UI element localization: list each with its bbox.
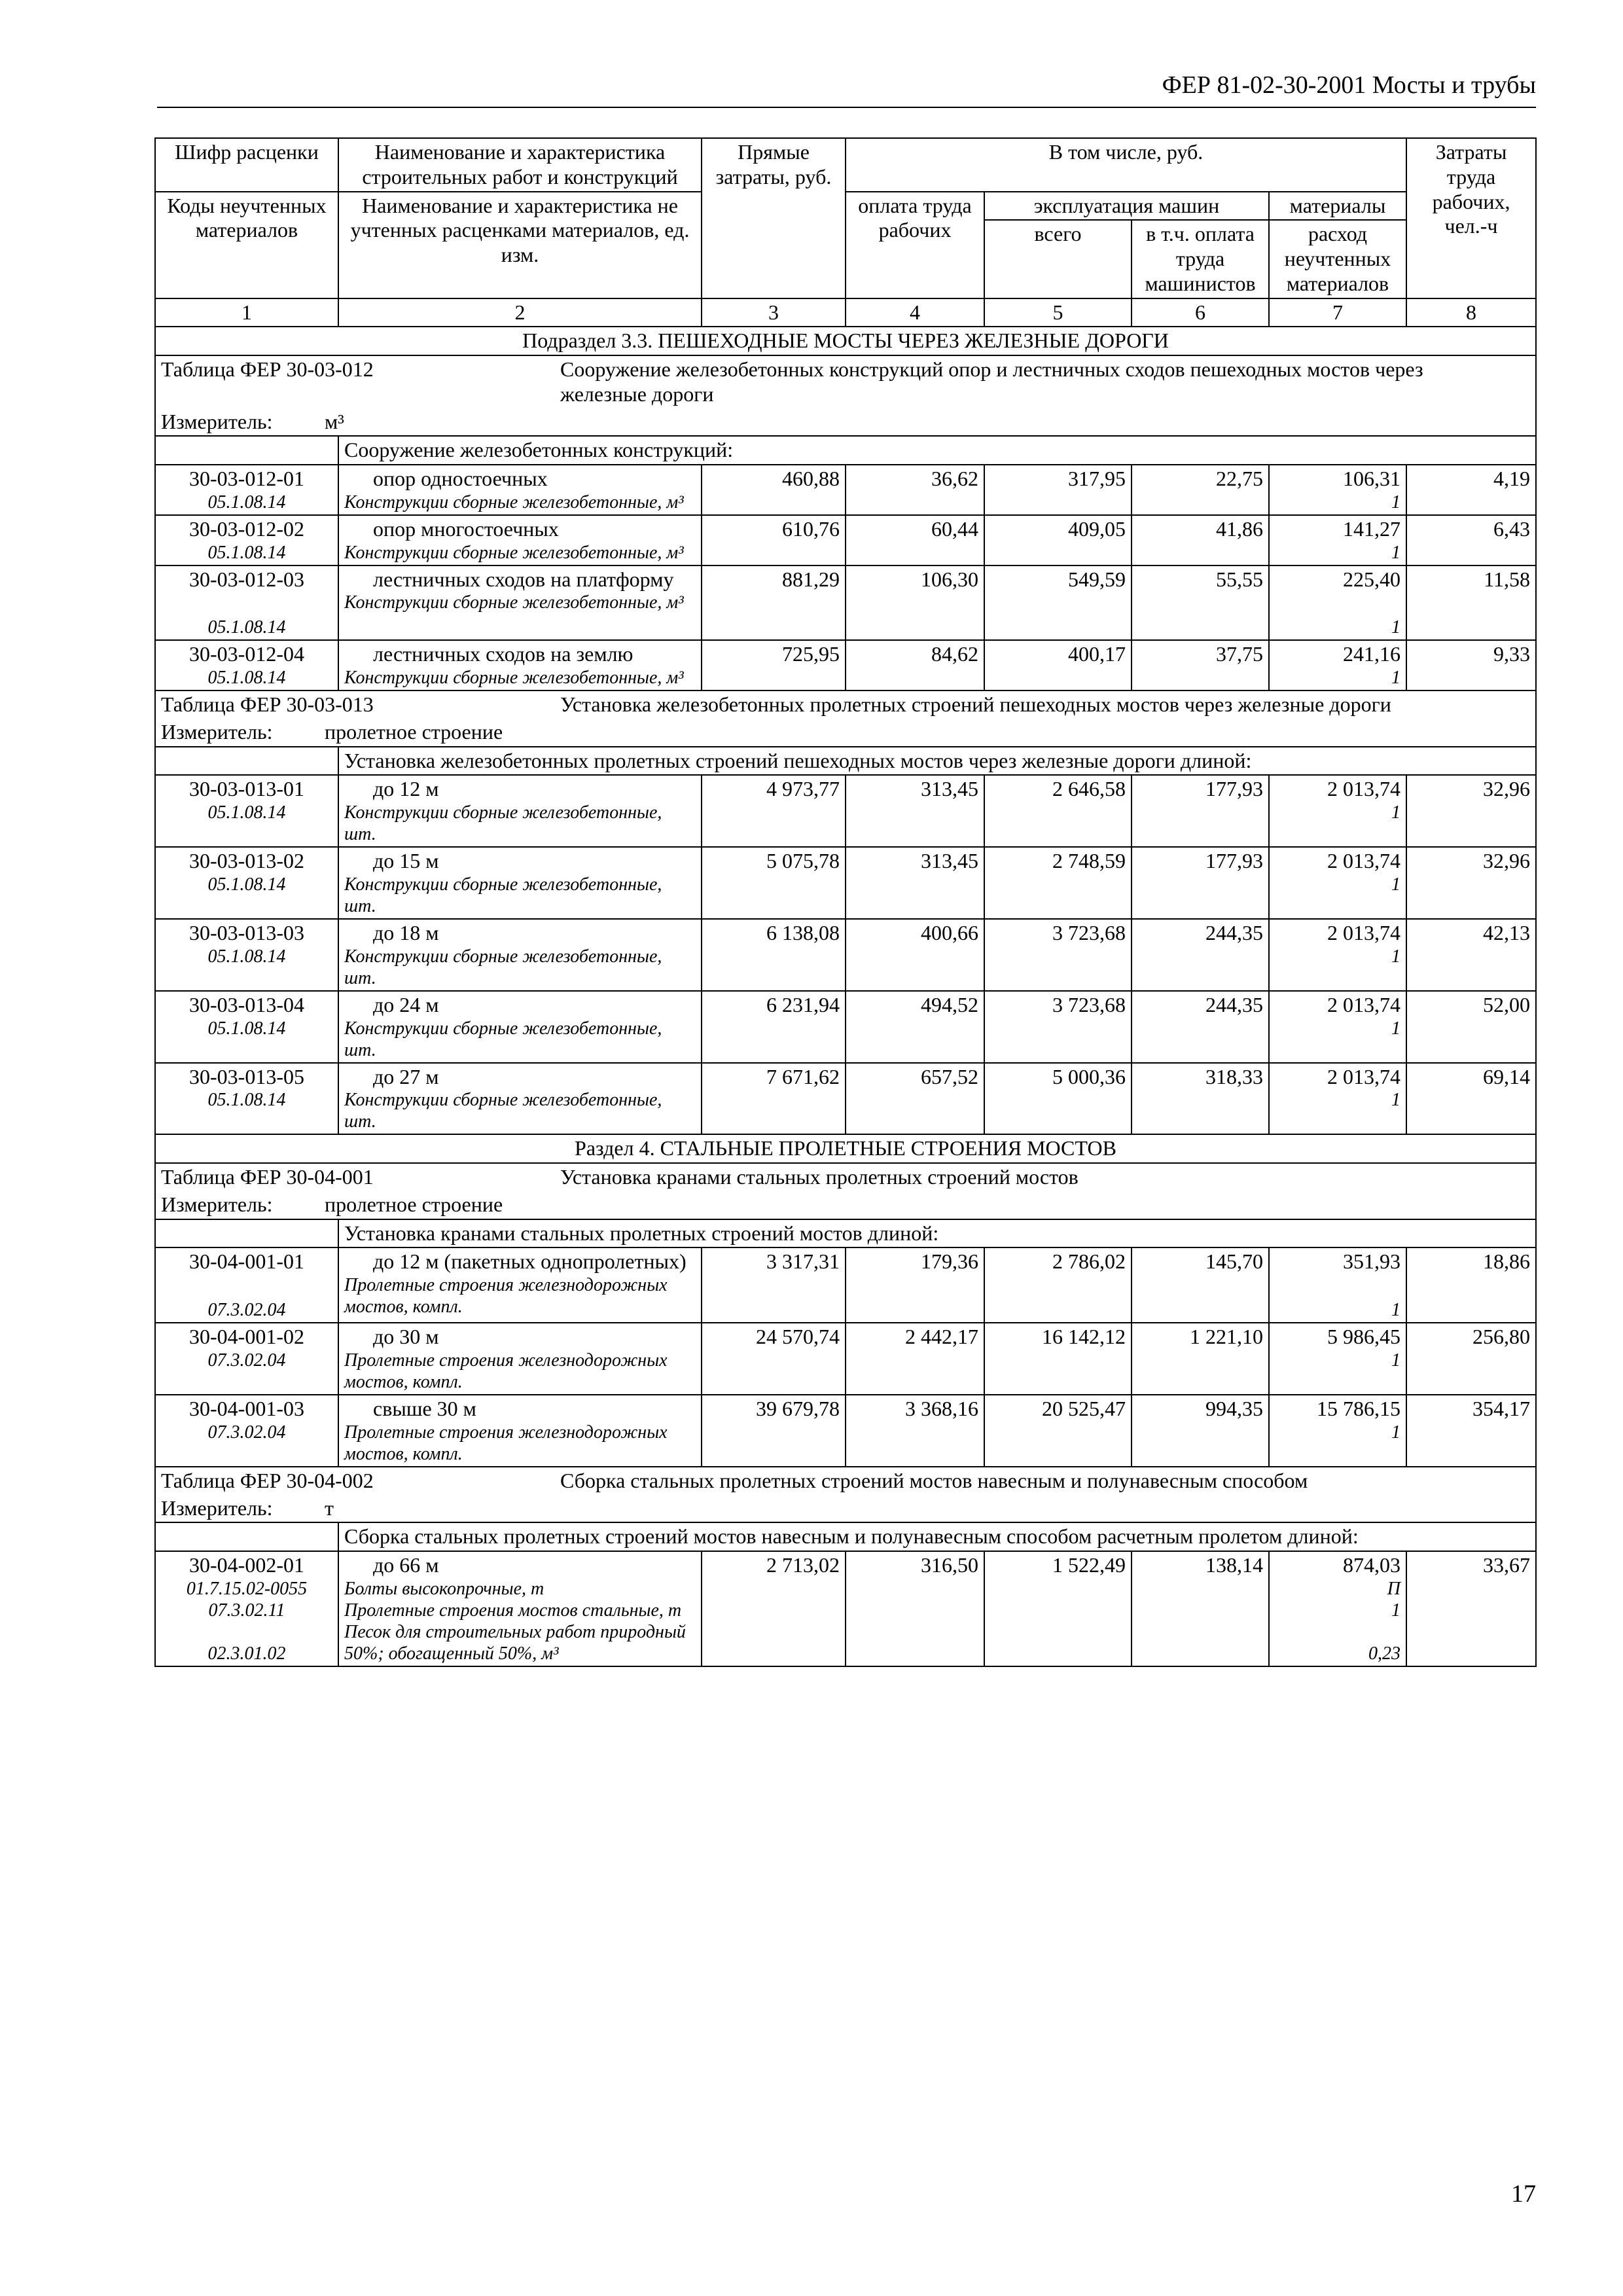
work-name: лестничных сходов на землю Конструкции сборные железобетонные, м³ [338,640,702,691]
operator-pay: 318,33 [1132,1063,1269,1135]
work-name: опор одностоечных Конструкции сборные железобетонные, м³ [338,465,702,515]
rate-code: 30-03-012-04 05.1.08.14 [155,640,338,691]
material-code: 02.3.01.02 [207,1643,286,1664]
measure-row [155,1191,1536,1219]
work-name: до 12 м (пакетных однопролетных) Пролетные строения железнодорожных мостов, компл. [338,1247,702,1323]
machines-total: 2 646,58 [984,775,1132,847]
direct-cost: 24 570,74 [702,1323,846,1395]
work-name: свыше 30 м Пролетные строения железнодорожных мостов, компл. [338,1395,702,1467]
machines-total: 409,05 [984,515,1132,565]
machines-total: 549,59 [984,565,1132,641]
table-row [155,1247,1536,1323]
material-qty: 1 [1391,1090,1401,1111]
work-name: до 18 м Конструкции сборные железобетонные, шт. [338,919,702,991]
work-name: до 27 м Конструкции сборные железобетонные, шт. [338,1063,702,1135]
machines-total: 3 723,68 [984,919,1132,991]
table-row [155,1395,1536,1467]
document-header-title: ФЕР 81-02-30-2001 Мосты и трубы [1162,71,1536,99]
labor-hours: 32,96 [1406,847,1536,919]
direct-cost: 460,88 [702,465,846,515]
table-number: Таблица ФЕР 30-04-002 [161,1468,374,1492]
rate-code: 30-03-013-02 05.1.08.14 [155,847,338,919]
labor-hours: 6,43 [1406,515,1536,565]
rate-code: 30-03-012-01 05.1.08.14 [155,465,338,515]
direct-cost: 6 231,94 [702,991,846,1063]
machines-total: 16 142,12 [984,1323,1132,1395]
material-name: Болты высокопрочные, т [344,1578,544,1599]
table-title: Установка кранами стальных пролетных строений мостов [560,1165,1079,1189]
table-number: Таблица ФЕР 30-03-012 [161,357,374,381]
operator-pay: 138,14 [1132,1551,1269,1666]
work-name: до 30 м Пролетные строения железнодорожных мостов, компл. [338,1323,702,1395]
labor-hours: 4,19 [1406,465,1536,515]
operator-pay: 22,75 [1132,465,1269,515]
table-title-row [155,355,1536,408]
material-qty: 1 [1391,1600,1401,1621]
material-code: 05.1.08.14 [207,874,286,895]
table-row [155,991,1536,1063]
labor-pay: 316,50 [846,1551,984,1666]
rate-code: 30-03-012-03 05.1.08.14 [155,565,338,641]
intro-row [155,1219,1536,1248]
material-qty: 1 [1391,874,1401,895]
col2-top-header: Наименование и характеристика строительных работ и конструкций [338,138,702,192]
machines-total: 400,17 [984,640,1132,691]
material-qty: 1 [1391,542,1401,563]
material-code: 07.3.02.04 [207,1300,286,1321]
column-number: 8 [1406,298,1536,327]
labor-hours: 354,17 [1406,1395,1536,1467]
direct-cost: 39 679,78 [702,1395,846,1467]
materials-cost: 15 786,15 1 [1269,1395,1406,1467]
table-row [155,847,1536,919]
material-name: Конструкции сборные железобетонные, шт. [344,1018,662,1060]
measure-value: пролетное строение [325,719,503,744]
operator-pay: 994,35 [1132,1395,1269,1467]
machines-total: 2 786,02 [984,1247,1132,1323]
operator-pay: 177,93 [1132,775,1269,847]
labor-hours: 18,86 [1406,1247,1536,1323]
material-name: Конструкции сборные железобетонные, м³ [344,492,684,512]
materials-cost: 2 013,74 1 [1269,919,1406,991]
material-name: Песок для строительных работ природный 50%; обогащенный 50%, м³ [344,1621,686,1664]
table-title: Установка железобетонных пролетных строений пешеходных мостов через железные дороги [560,692,1391,717]
direct-cost: 2 713,02 [702,1551,846,1666]
table-row [155,919,1536,991]
material-code: 05.1.08.14 [207,1018,286,1039]
column-number: 2 [338,298,702,327]
col2-bottom-header: Наименование и характеристика не учтенных расценками материалов, ед. изм. [338,192,702,298]
material-name: Пролетные строения железнодорожных мостов, компл. [344,1275,668,1318]
material-qty: 1 [1391,1018,1401,1039]
table-title-row [155,1163,1536,1191]
labor-hours: 11,58 [1406,565,1536,641]
materials-cost: 2 013,74 1 [1269,775,1406,847]
direct-cost: 725,95 [702,640,846,691]
machines-total: 317,95 [984,465,1132,515]
measure-row [155,408,1536,437]
col1-bottom-header: Коды неучтенных материалов [155,192,338,298]
header-row-1 [155,138,1536,192]
work-name: до 24 м Конструкции сборные железобетонные, шт. [338,991,702,1063]
work-name: до 66 м Болты высокопрочные, т Пролетные строения мостов стальные, т Песок для строительных работ природный 50%; обогащенный 50%, м³ [338,1551,702,1666]
measure-value: м³ [325,409,344,433]
material-qty: 1 [1391,946,1401,967]
labor-pay: 179,36 [846,1247,984,1323]
material-qty: 1 [1391,802,1401,823]
material-name: Пролетные строения мостов стальные, т [344,1600,682,1621]
col8-header: Затраты труда рабочих, чел.-ч [1406,138,1536,298]
materials-cost: 2 013,74 1 [1269,1063,1406,1135]
work-name: опор многостоечных Конструкции сборные железобетонные, м³ [338,515,702,565]
column-number: 7 [1269,298,1406,327]
material-qty: 1 [1391,1422,1401,1443]
material-name: Пролетные строения железнодорожных мостов, компл. [344,1350,668,1392]
materials-cost: 874,03 П 1 0,23 [1269,1551,1406,1666]
material-code: 07.3.02.04 [207,1422,286,1443]
labor-pay: 313,45 [846,775,984,847]
material-name: Конструкции сборные железобетонные, м³ [344,592,684,613]
material-code: 05.1.08.14 [207,617,286,638]
table-title-row [155,691,1536,719]
operator-pay: 177,93 [1132,847,1269,919]
material-code: 05.1.08.14 [207,542,286,563]
col7-header: расход неучтенных материалов [1269,220,1406,298]
labor-hours: 69,14 [1406,1063,1536,1135]
table-row [155,1551,1536,1666]
column-number: 3 [702,298,846,327]
machines-total: 3 723,68 [984,991,1132,1063]
table-number: Таблица ФЕР 30-03-013 [161,692,374,717]
direct-cost: 5 075,78 [702,847,846,919]
material-code: 05.1.08.14 [207,1090,286,1111]
labor-pay: 36,62 [846,465,984,515]
intro-row [155,1522,1536,1551]
group-intro: Сооружение железобетонных конструкций: [338,436,1536,465]
intro-row [155,747,1536,776]
material-name: Конструкции сборные железобетонные, шт. [344,802,662,845]
table-row [155,565,1536,641]
table-row [155,775,1536,847]
measure-row [155,1495,1536,1523]
measure-value: т [325,1496,334,1520]
price-table [154,137,1537,1667]
page-number: 17 [1511,2180,1536,2208]
rate-code: 30-03-013-04 05.1.08.14 [155,991,338,1063]
materials-cost: 351,93 1 [1269,1247,1406,1323]
material-name: Конструкции сборные железобетонные, шт. [344,946,662,988]
labor-pay: 60,44 [846,515,984,565]
material-code: 07.3.02.11 [208,1600,285,1621]
rate-code: 30-04-002-01 01.7.15.02-0055 07.3.02.11 02.3.01.02 [155,1551,338,1666]
direct-cost: 6 138,08 [702,919,846,991]
direct-cost: 3 317,31 [702,1247,846,1323]
measure-label: Измеритель: [161,1496,273,1520]
column-number: 1 [155,298,338,327]
group-intro: Установка железобетонных пролетных строений пешеходных мостов через железные дороги длиной: [338,747,1536,776]
operator-pay: 41,86 [1132,515,1269,565]
material-qty: 0,23 [1368,1643,1401,1664]
machines-total: 1 522,49 [984,1551,1132,1666]
material-qty: 1 [1391,1300,1401,1321]
material-qty: 1 [1391,617,1401,638]
table-row [155,515,1536,565]
rate-code: 30-04-001-02 07.3.02.04 [155,1323,338,1395]
table-row [155,465,1536,515]
material-qty: 1 [1391,492,1401,512]
materials-cost: 141,27 1 [1269,515,1406,565]
col4-header: оплата труда рабочих [846,192,984,298]
section-heading-row [155,1134,1536,1163]
column-number: 4 [846,298,984,327]
material-name: Пролетные строения железнодорожных мостов, компл. [344,1422,668,1464]
direct-cost: 881,29 [702,565,846,641]
work-name: лестничных сходов на платформу Конструкции сборные железобетонные, м³ [338,565,702,641]
group-intro: Установка кранами стальных пролетных строений мостов длиной: [338,1219,1536,1248]
direct-cost: 610,76 [702,515,846,565]
material-qty: 1 [1391,668,1401,689]
labor-pay: 3 368,16 [846,1395,984,1467]
measure-label: Измеритель: [161,1192,273,1216]
table-row [155,1323,1536,1395]
measure-row [155,719,1536,747]
section-heading: Подраздел 3.3. ПЕШЕХОДНЫЕ МОСТЫ ЧЕРЕЗ ЖЕЛЕЗНЫЕ ДОРОГИ [155,327,1536,355]
material-code: 05.1.08.14 [207,492,286,512]
labor-pay: 657,52 [846,1063,984,1135]
section-heading-row [155,327,1536,355]
work-name: до 12 м Конструкции сборные железобетонные, шт. [338,775,702,847]
materials-cost: 241,16 1 [1269,640,1406,691]
col1-top-header: Шифр расценки [155,138,338,192]
col6-header: в т.ч. оплата труда машинистов [1132,220,1269,298]
material-name: Конструкции сборные железобетонные, шт. [344,1090,662,1132]
materials-cost: 2 013,74 1 [1269,847,1406,919]
header-row-2 [155,192,1536,221]
operator-pay: 145,70 [1132,1247,1269,1323]
material-name: Конструкции сборные железобетонные, шт. [344,874,662,916]
labor-hours: 33,67 [1406,1551,1536,1666]
table-row [155,1063,1536,1135]
table-title: Сооружение железобетонных конструкций опор и лестничных сходов пешеходных мостов через железные дороги [560,357,1423,406]
labor-hours: 32,96 [1406,775,1536,847]
measure-label: Измеритель: [161,409,273,433]
rate-code: 30-03-012-02 05.1.08.14 [155,515,338,565]
rate-code: 30-04-001-03 07.3.02.04 [155,1395,338,1467]
rate-code: 30-03-013-03 05.1.08.14 [155,919,338,991]
col3-header: Прямые затраты, руб. [702,138,846,298]
rate-code: 30-04-001-01 07.3.02.04 [155,1247,338,1323]
labor-hours: 42,13 [1406,919,1536,991]
operator-pay: 1 221,10 [1132,1323,1269,1395]
material-code: 05.1.08.14 [207,946,286,967]
labor-hours: 52,00 [1406,991,1536,1063]
material-code: 05.1.08.14 [207,668,286,689]
labor-pay: 313,45 [846,847,984,919]
header-rule [157,107,1536,108]
section-heading: Раздел 4. СТАЛЬНЫЕ ПРОЛЕТНЫЕ СТРОЕНИЯ МОСТОВ [155,1134,1536,1163]
column-numbers-row [155,298,1536,327]
machines-total: 5 000,36 [984,1063,1132,1135]
rate-code: 30-03-013-01 05.1.08.14 [155,775,338,847]
labor-pay: 106,30 [846,565,984,641]
group-intro: Сборка стальных пролетных строений мостов навесным и полунавесным способом расчетным пролетом длиной: [338,1522,1536,1551]
rate-code: 30-03-013-05 05.1.08.14 [155,1063,338,1135]
material-qty: 1 [1391,1350,1401,1371]
measure-label: Измеритель: [161,719,273,744]
table-title: Сборка стальных пролетных строений мостов навесным и полунавесным способом [560,1468,1308,1492]
column-number: 6 [1132,298,1269,327]
operator-pay: 37,75 [1132,640,1269,691]
column-number: 5 [984,298,1132,327]
labor-pay: 400,66 [846,919,984,991]
material-code: 07.3.02.04 [207,1350,286,1371]
table-row [155,640,1536,691]
materials-cost: 225,40 1 [1269,565,1406,641]
measure-value: пролетное строение [325,1192,503,1216]
direct-cost: 7 671,62 [702,1063,846,1135]
material-qty: П [1387,1578,1401,1599]
intro-row [155,436,1536,465]
operator-pay: 244,35 [1132,919,1269,991]
labor-pay: 494,52 [846,991,984,1063]
machines-total: 20 525,47 [984,1395,1132,1467]
materials-cost: 106,31 1 [1269,465,1406,515]
labor-pay: 2 442,17 [846,1323,984,1395]
labor-hours: 9,33 [1406,640,1536,691]
labor-hours: 256,80 [1406,1323,1536,1395]
materials-cost: 5 986,45 1 [1269,1323,1406,1395]
material-code: 05.1.08.14 [207,802,286,823]
operator-pay: 244,35 [1132,991,1269,1063]
material-code: 01.7.15.02-0055 [186,1578,308,1599]
incl-header: В том числе, руб. [846,138,1406,192]
col5-header: всего [984,220,1132,298]
operator-pay: 55,55 [1132,565,1269,641]
material-name: Конструкции сборные железобетонные, м³ [344,542,684,563]
table-title-row [155,1467,1536,1495]
materials-cost: 2 013,74 1 [1269,991,1406,1063]
materials-header: материалы [1269,192,1406,221]
material-name: Конструкции сборные железобетонные, м³ [344,668,684,689]
machines-total: 2 748,59 [984,847,1132,919]
direct-cost: 4 973,77 [702,775,846,847]
work-name: до 15 м Конструкции сборные железобетонные, шт. [338,847,702,919]
labor-pay: 84,62 [846,640,984,691]
machines-header: эксплуатация машин [984,192,1269,221]
table-number: Таблица ФЕР 30-04-001 [161,1165,374,1189]
